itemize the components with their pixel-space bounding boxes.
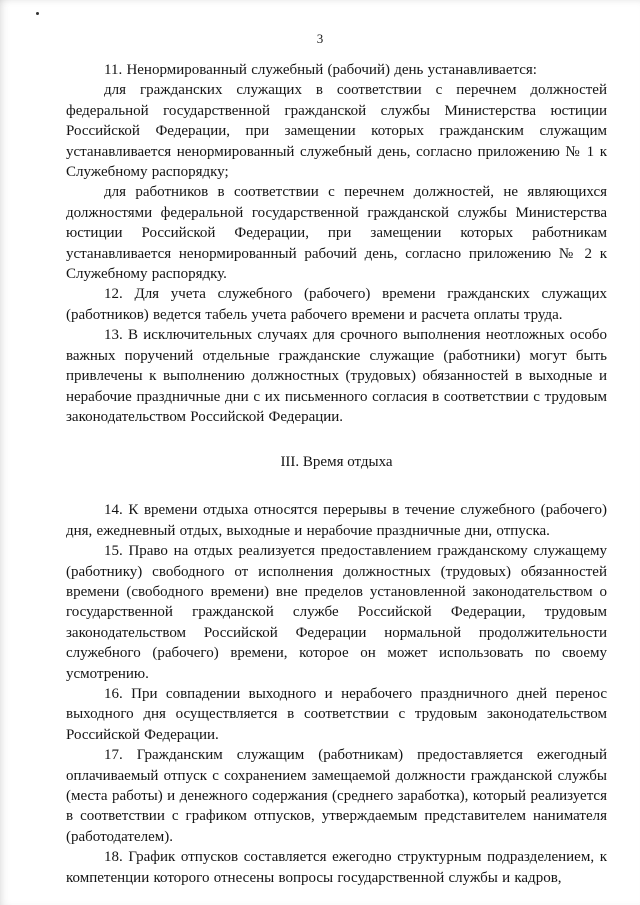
paragraph-13: 13. В исключительных случаях для срочного выполнения неотложных особо важных поручений отдельные гражданские служащие (работники) могут быть привлечены к выполнению должностных (трудовых) обязанностей в выходные и нерабочие праздничные дни с их письменного согласия в соответствии с трудовым законодательством Российской Федерации. [66, 327, 607, 425]
paragraph-18: 18. График отпусков составляется ежегодно структурным подразделением, к компетенции которого отнесены вопросы государственной службы и кадров, [66, 849, 607, 886]
page-number: 3 [316, 31, 324, 46]
paragraph-11-employees: для работников в соответствии с перечнем должностей, не являющихся должностями федеральной государственной гражданской службы Министерства юстиции Российской Федерации, при замещении которых работникам устанавливается ненормированный рабочий день, согласно приложению № 2 к Служебному распорядку. [66, 184, 607, 283]
section-heading: III. Время отдыха [280, 454, 393, 471]
scan-speck [36, 12, 39, 15]
paragraph-16: 16. При совпадении выходного и нерабочего праздничного дней перенос выходного дня осуществляется в соответствии с трудовым законодательством Российской Федерации. [66, 685, 607, 743]
document-body [66, 60, 607, 888]
paragraph-15: 15. Право на отдых реализуется предоставлением гражданскому служащему (работнику) свободного от исполнения должностных (трудовых) обязанностей времени (свободного времени) вне пределов установленной законодательством о государственной гражданской службе Российской Федерации, трудовым законодательством Российской Федерации нормальной продолжительности служебного (рабочего) времени, которое он может использовать по своему усмотрению. [66, 543, 607, 682]
paragraph-14: 14. К времени отдыха относятся перерывы в течение служебного (рабочего) дня, ежедневный отдых, выходные и нерабочие праздничные дни, отпуска. [66, 502, 607, 539]
paragraph-17: 17. Гражданским служащим (работникам) предоставляется ежегодный оплачиваемый отпуск с сохранением замещаемой должности гражданской службы (места работы) и денежного содержания (среднего заработка), который реализуется в соответствии с графиком отпусков, утверждаемым представителем нанимателя (работодателем). [66, 747, 607, 845]
paragraph-11: 11. Ненормированный служебный (рабочий) день устанавливается: [104, 62, 537, 78]
paragraph-11-civil-servants: для гражданских служащих в соответствии с перечнем должностей федеральной государственной гражданской службы Министерства юстиции Российской Федерации, при замещении которых гражданским служащим устанавливается ненормированный служебный день, согласно приложению № 1 к Служебному распорядку; [66, 82, 607, 181]
paragraph-12: 12. Для учета служебного (рабочего) времени гражданских служащих (работников) ведется табель учета рабочего времени и расчета оплаты труда. [66, 286, 607, 323]
